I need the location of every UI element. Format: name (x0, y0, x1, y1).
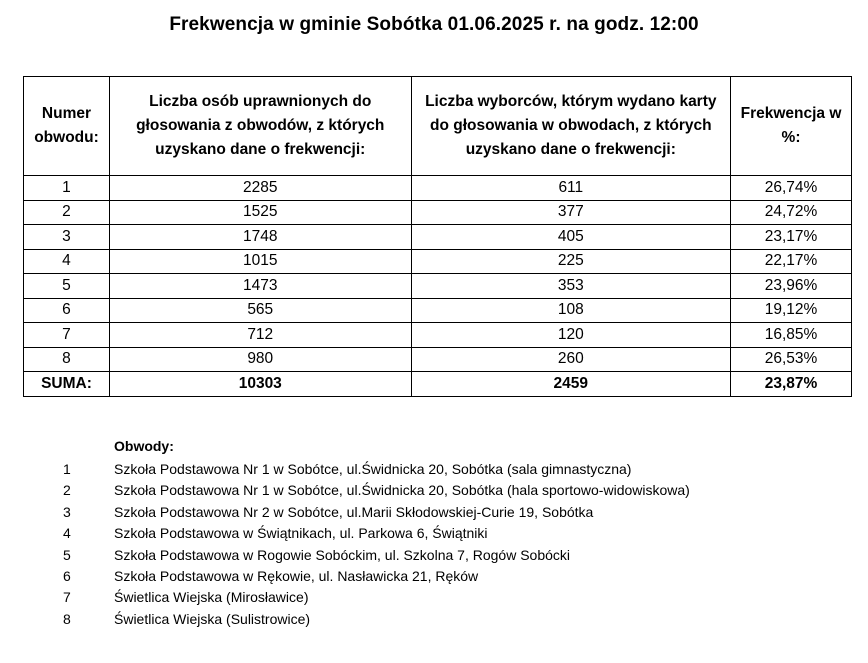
cell-turnout: 26,53% (731, 347, 852, 372)
header-turnout-percent: Frekwencja w %: (731, 77, 852, 176)
district-location: Szkoła Podstawowa Nr 1 w Sobótce, ul.Świdnicka 20, Sobótka (sala gimnastyczna) (114, 461, 632, 477)
table-row (24, 323, 852, 348)
header-ballots-issued: Liczba wyborców, którym wydano karty do głosowania w obwodach, z których uzyskano dane o frekwencji: (411, 77, 731, 176)
district-number: 6 (63, 567, 71, 584)
table-header-row (24, 77, 852, 176)
cell-turnout: 26,74% (731, 176, 852, 201)
table-row (24, 298, 852, 323)
cell-turnout: 23,17% (731, 225, 852, 250)
district-location: Szkoła Podstawowa w Rękowie, ul. Nasławicka 21, Ręków (114, 567, 479, 584)
list-item (0, 459, 868, 480)
cell-ballots-issued: 225 (411, 249, 731, 274)
district-location: Szkoła Podstawowa Nr 2 w Sobótce, ul.Marii Skłodowskiej-Curie 19, Sobótka (114, 503, 594, 520)
district-location: Świetlica Wiejska (Sulistrowice) (114, 610, 311, 627)
district-number: 4 (63, 525, 71, 542)
cell-eligible-voters: 980 (109, 347, 411, 372)
district-location: Świetlica Wiejska (Mirosławice) (114, 589, 309, 606)
list-item (0, 545, 868, 566)
cell-eligible-voters: 2285 (109, 176, 411, 201)
cell-eligible-voters: 1015 (109, 249, 411, 274)
district-number: 1 (63, 461, 71, 477)
cell-district-number: 1 (24, 176, 110, 201)
turnout-table (23, 76, 852, 397)
header-eligible-voters: Liczba osób uprawnionych do głosowania z obwodów, z których uzyskano dane o frekwencji: (109, 77, 411, 176)
cell-eligible-voters: 1473 (109, 274, 411, 299)
cell-district-number: 8 (24, 347, 110, 372)
table-row (24, 176, 852, 201)
cell-turnout: 16,85% (731, 323, 852, 348)
cell-eligible-voters: 1748 (109, 225, 411, 250)
cell-district-number: 7 (24, 323, 110, 348)
cell-ballots-issued: 405 (411, 225, 731, 250)
cell-district-number: 2 (24, 200, 110, 225)
table-row (24, 225, 852, 250)
district-location: Szkoła Podstawowa w Świątnikach, ul. Parkowa 6, Świątniki (114, 525, 488, 542)
cell-ballots-issued: 260 (411, 347, 731, 372)
district-number: 2 (63, 482, 71, 499)
cell-eligible-voters: 1525 (109, 200, 411, 225)
table-row (24, 347, 852, 372)
list-item (0, 609, 868, 630)
cell-ballots-issued: 108 (411, 298, 731, 323)
district-list-heading: Obwody: (114, 438, 174, 454)
list-item (0, 502, 868, 523)
cell-ballots-issued: 120 (411, 323, 731, 348)
district-number: 3 (63, 503, 71, 520)
district-number: 8 (63, 610, 71, 627)
header-district-number: Numer obwodu: (24, 77, 110, 176)
cell-turnout: 22,17% (731, 249, 852, 274)
district-number: 7 (63, 589, 71, 606)
cell-eligible-voters: 565 (109, 298, 411, 323)
list-item (0, 480, 868, 501)
cell-ballots-issued: 377 (411, 200, 731, 225)
table-row (24, 249, 852, 274)
table-row (24, 200, 852, 225)
cell-district-number: 5 (24, 274, 110, 299)
list-item (0, 523, 868, 544)
list-item (0, 566, 868, 587)
district-number: 5 (63, 546, 71, 563)
district-location: Szkoła Podstawowa w Rogowie Sobóckim, ul. Szkolna 7, Rogów Sobócki (114, 546, 571, 563)
cell-eligible-voters: 712 (109, 323, 411, 348)
sum-turnout: 23,87% (731, 372, 852, 397)
cell-district-number: 6 (24, 298, 110, 323)
cell-district-number: 4 (24, 249, 110, 274)
sum-label: SUMA: (24, 372, 110, 397)
list-item (0, 587, 868, 608)
cell-ballots-issued: 611 (411, 176, 731, 201)
cell-ballots-issued: 353 (411, 274, 731, 299)
cell-district-number: 3 (24, 225, 110, 250)
table-row (24, 274, 852, 299)
sum-ballots-issued: 2459 (411, 372, 731, 397)
cell-turnout: 23,96% (731, 274, 852, 299)
cell-turnout: 19,12% (731, 298, 852, 323)
page-title: Frekwencja w gminie Sobótka 01.06.2025 r. na godz. 12:00 (169, 14, 699, 35)
sum-eligible-voters: 10303 (109, 372, 411, 397)
table-sum-row (24, 372, 852, 397)
district-location: Szkoła Podstawowa Nr 1 w Sobótce, ul.Świdnicka 20, Sobótka (hala sportowo-widowiskowa) (114, 482, 690, 499)
cell-turnout: 24,72% (731, 200, 852, 225)
